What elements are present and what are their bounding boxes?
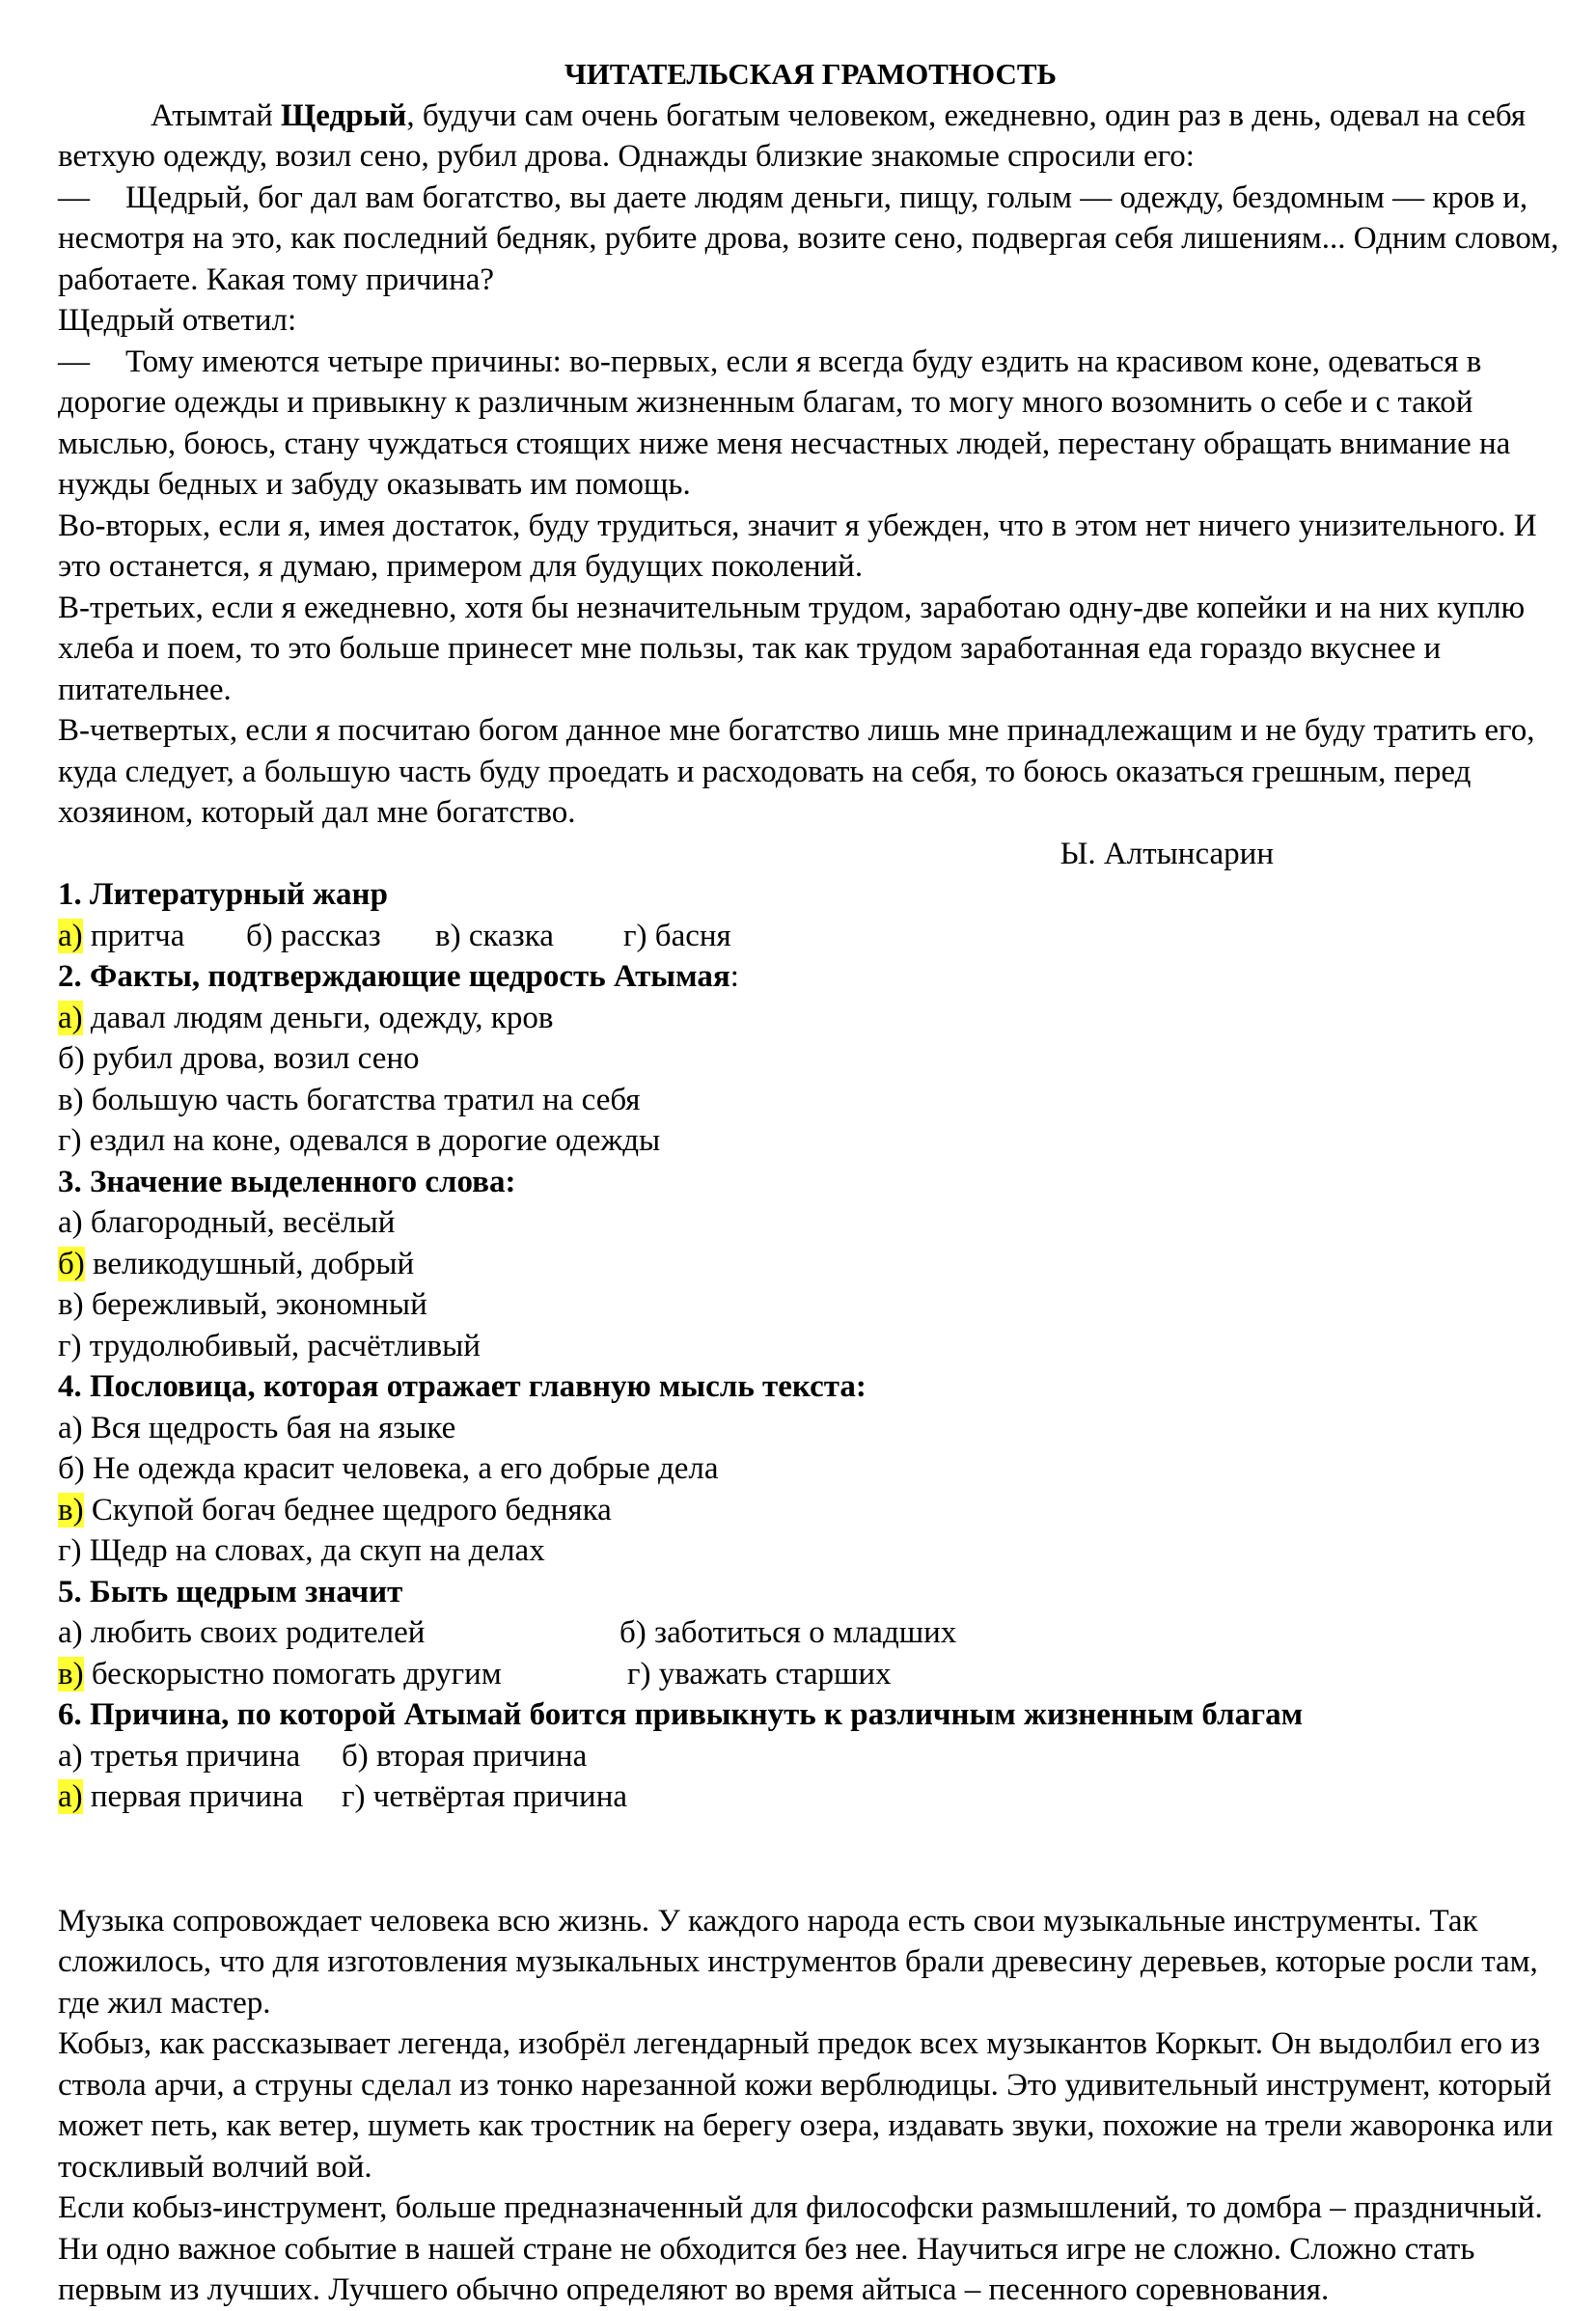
answer-text: великодушный, добрый [84,1246,415,1281]
music-paragraph-2: Кобыз, как рассказывает легенда, изобрёл легендарный предок всех музыкантов Коркыт. Он выдолбил его из ствола арчи, а струны сделал из тонко нарезанной кожи верблюдицы. Это удивительный инструмент, который может петь, как ветер, шуметь как тростник на берегу озера, издавать звуки, похожие на трели жаворонка или тоскливый волчий вой. [58,2026,1554,2185]
music-paragraph-3: Если кобыз-инструмент, больше предназначенный для философски размышлений, то домбра – праздничный. Ни одно важное событие в нашей стране не обходится без нее. Научиться игре не сложно. Сложно стать первым из лучших. Лучшего обычно определяют во время айтыса – песенного соревнования. [58,2190,1543,2307]
story-paragraph-7: В-четвертых, если я посчитаю богом данное мне богатство лишь мне принадлежащим и не буду тратить его, куда следует, а большую часть буду проедать и расходовать на себя, то боюсь оказаться грешным, перед хозяином, который дал мне богатство. [58,713,1535,830]
story-paragraph-5: Во-вторых, если я, имея достаток, буду трудиться, значит я убежден, что в этом нет ничего унизительного. И это останется, я думаю, примером для будущих поколений. [58,508,1537,584]
answer-option-d: г) трудолюбивый, расчётливый [58,1328,481,1363]
question-title: 5. Быть щедрым значит [58,1574,403,1609]
answer-option-a: а) третья причина [58,1738,301,1774]
dialogue-dash: — [58,179,90,215]
selected-answer-marker: б) [58,1246,85,1281]
question-6 [58,1694,1563,1818]
question-2 [58,956,1563,1162]
answer-option-b: б) вторая причина [342,1738,588,1774]
music-paragraph-1: Музыка сопровождает человека всю жизнь. У каждого народа есть свои музыкальные инструменты. Так сложилось, что для изготовления музыкальных инструментов брали древесину деревьев, которые росли там, где жил мастер. [58,1903,1538,2021]
answer-option-a: а) Вся щедрость бая на языке [58,1410,456,1445]
answer-option-c: в) большую часть богатства тратил на себя [58,1082,641,1117]
question-3 [58,1162,1563,1367]
question-title [58,956,1563,998]
selected-answer-marker: а) [58,1779,83,1814]
story-text: , будучи сам очень богатым человеком, ежедневно, один раз в день, одевал на себя ветхую одежду, возил сено, рубил дрова. Однажды близкие знакомые спросили его: [58,97,1527,174]
answer-option-c [58,1776,342,1818]
answer-text: притча [82,918,185,953]
question-title-text: 2. Факты, подтверждающие щедрость Атымая [58,959,730,994]
answer-option-c [58,1654,627,1695]
author: Ы. Алтынсарин [1059,836,1274,871]
answer-option-d: г) четвёртая причина [342,1779,628,1814]
question-1 [58,874,1563,956]
question-colon: : [729,959,739,994]
answer-option-d: г) басня [623,918,731,953]
story-text: Атымтай [151,97,282,133]
story-paragraph-4 [58,342,1563,506]
question-title: 3. Значение выделенного слова: [58,1164,516,1199]
question-4 [58,1366,1563,1572]
answer-row [58,916,1563,957]
document-page [58,54,1563,2311]
story-paragraph-6: В-третьих, если я ежедневно, хотя бы незначительным трудом, заработаю одну-две копейки и на них куплю хлеба и поем, то это больше принесет мне пользы, так как трудом заработанная еда гораздо вкуснее и питательнее. [58,590,1526,707]
question-title: 6. Причина, по которой Атымай боится привыкнуть к различным жизненным благам [58,1697,1304,1732]
answer-option-a [58,916,246,957]
answer-option-b: б) Не одежда красит человека, а его добрые дела [58,1451,719,1486]
selected-answer-marker: а) [58,1000,83,1035]
answer-option-d: г) Щедр на словах, да скуп на делах [58,1533,545,1568]
answer-row [58,1654,1563,1695]
answer-text: Скупой богач беднее щедрого бедняка [83,1492,612,1527]
answer-text: давал людям деньги, одежду, кров [82,1000,554,1035]
answer-row [58,1612,1563,1654]
answer-row [58,1776,1563,1818]
answer-option-b [58,1244,1563,1285]
story-paragraph-1 [58,96,1563,178]
story-text: Тому имеются четыре причины: во-первых, если я всегда буду ездить на красивом коне, одеваться в дорогие одежды и привыкну к различным жизненным благам, то могу много возомнить о себе и с такой мыслью, боюсь, стану чуждаться стоящих ниже меня несчастных людей, перестану обращать внимание на нужды бедных и забуду оказывать им помощь. [58,344,1511,502]
answer-option-b: б) заботиться о младших [619,1615,957,1650]
story-text: Щедрый, бог дал вам богатство, вы даете людям деньги, пищу, голым — одежду, бездомным — кров и, несмотря на это, как последний бедняк, рубите дрова, возите сено, подвергая себя лишениям... Одним словом, работаете. Какая тому причина? [58,179,1559,297]
selected-answer-marker: в) [58,1492,84,1527]
dialogue-dash: — [58,344,90,379]
answer-text: первая причина [82,1779,304,1814]
answer-option-d: г) уважать старших [627,1656,892,1692]
answer-option-c: в) бережливый, экономный [58,1287,427,1322]
selected-answer-marker: в) [58,1656,84,1692]
answer-option-b: б) рубил дрова, возил сено [58,1041,420,1076]
answer-option-c [58,1490,1563,1531]
answer-text: бескорыстно помогать другим [83,1656,502,1692]
answer-option-a: а) любить своих родителей [58,1615,426,1650]
selected-answer-marker: а) [58,918,83,953]
answer-option-d: г) ездил на коне, одевался в дорогие одежды [58,1123,661,1158]
question-title: 4. Пословица, которая отражает главную мысль текста: [58,1369,867,1404]
answer-option-a: а) благородный, весёлый [58,1205,396,1240]
section-spacer [58,1818,1563,1901]
answer-option-c: в) сказка [435,918,554,953]
answer-row [58,1736,1563,1777]
highlighted-word: Щедрый [281,97,407,133]
document-title: ЧИТАТЕЛЬСКАЯ ГРАМОТНОСТЬ [564,57,1058,91]
question-title: 1. Литературный жанр [58,877,388,912]
story-paragraph-2 [58,178,1563,301]
answer-option-b: б) рассказ [246,918,381,953]
answer-option-a [58,998,1563,1039]
story-paragraph-3: Щедрый ответил: [58,303,297,338]
question-5 [58,1572,1563,1695]
